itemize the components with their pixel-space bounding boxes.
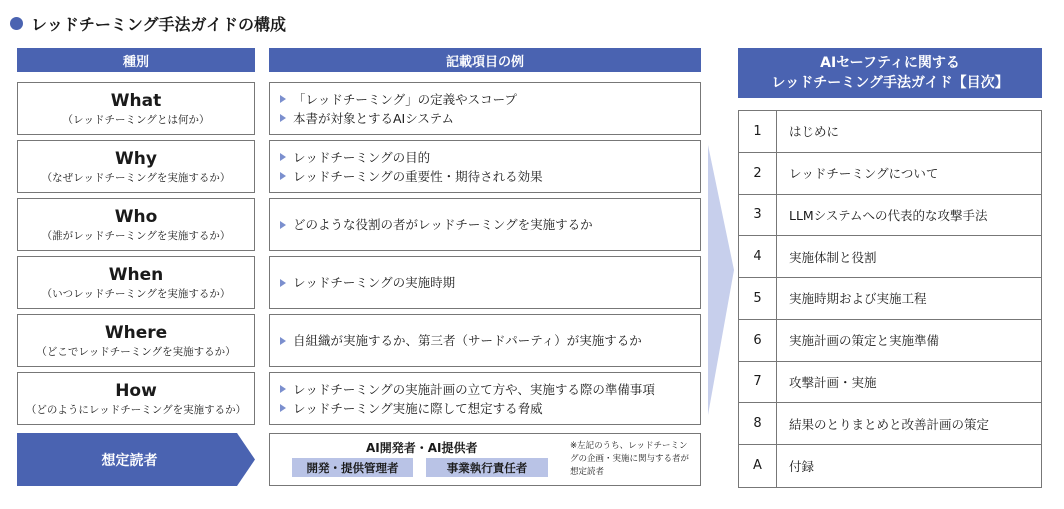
toc-item [739,153,1041,195]
toc-text: 攻撃計画・実施 [789,374,877,390]
toc-number: 8 [739,403,777,444]
title-text: レッドチーミング手法ガイドの構成 [31,15,287,34]
row-where [17,314,701,367]
type-en: Where [104,322,168,343]
toc-number: 7 [739,362,777,403]
triangle-bullet-icon [280,385,286,393]
audience-label: 想定読者 [101,452,158,469]
type-jp: （レッドチーミングとは何か） [62,113,210,126]
triangle-bullet-icon [280,337,286,345]
diagram-title [10,12,286,35]
list-item [280,148,700,167]
item-text: 自組織が実施するか、第三者（サードパーティ）が実施するか [293,333,642,348]
toc-header-line1: AIセーフティに関する [820,55,960,71]
toc-number: 1 [739,111,777,152]
toc-text: LLMシステムへの代表的な攻撃手法 [789,207,988,223]
items-cell [269,82,701,135]
list-item [280,109,700,128]
type-jp: （どのようにレッドチーミングを実施するか） [25,403,247,416]
type-cell [17,140,255,193]
bullet-dot-icon [10,17,23,30]
toc-text: はじめに [789,124,840,140]
toc-item [739,320,1041,362]
items-cell [269,140,701,193]
toc-header-line2: レッドチーミング手法ガイド【目次】 [771,75,1009,91]
item-text: レッドチーミングの目的 [293,149,431,165]
item-text: レッドチーミングの重要性・期待される効果 [293,168,543,184]
toc-number: 4 [739,236,777,277]
type-cell [17,198,255,251]
list-item [280,273,700,292]
list-item [280,215,700,234]
toc-item [739,278,1041,320]
item-text: レッドチーミング実施に際して想定する脅威 [293,400,543,416]
toc-text: 結果のとりまとめと改善計画の策定 [789,416,990,432]
toc-header [738,48,1042,98]
toc-text: 実施体制と役割 [789,249,877,265]
item-text: どのような役割の者がレッドチーミングを実施するか [293,217,593,232]
triangle-bullet-icon [280,279,286,287]
toc-item [739,362,1041,404]
toc-text: 実施時期および実施工程 [789,291,927,307]
audience-note: ※左記のうち、レッドチーミングの企画・実施に関与する者が想定読者 [570,441,690,477]
row-who [17,198,701,251]
type-jp: （いつレッドチーミングを実施するか） [41,287,231,300]
item-text: レッドチーミングの実施計画の立て方や、実施する際の準備事項 [293,381,655,397]
toc-number: 6 [739,320,777,361]
type-jp: （どこでレッドチーミングを実施するか） [36,345,236,358]
toc-number: 5 [739,278,777,319]
items-cell [269,314,701,367]
row-how [17,372,701,425]
type-cell [17,314,255,367]
toc-number: A [739,445,777,487]
toc-item [739,195,1041,237]
list-item [280,167,700,186]
list-item [280,399,700,418]
type-jp: （なぜレッドチーミングを実施するか） [41,171,231,184]
item-text: 「レッドチーミング」の定義やスコープ [293,91,518,107]
toc-item [739,445,1041,487]
category-rows [17,82,701,430]
triangle-bullet-icon [280,95,286,103]
flow-arrow-shape [708,145,734,415]
list-item [280,90,700,109]
toc-item [739,403,1041,445]
toc-text: レッドチーミングについて [789,166,939,182]
type-en: Who [114,206,158,227]
audience-tag-dev-manager: 開発・提供管理者 [292,458,413,477]
item-text: レッドチーミングの実施時期 [293,275,456,290]
row-what [17,82,701,135]
triangle-bullet-icon [280,153,286,161]
toc-item [739,111,1041,153]
toc-list [738,110,1042,488]
type-jp: （誰がレッドチーミングを実施するか） [41,229,231,242]
toc-text: 付録 [789,458,815,474]
toc-number: 3 [739,195,777,236]
type-cell [17,256,255,309]
triangle-bullet-icon [280,221,286,229]
audience-box [269,433,701,486]
type-en: When [108,264,164,285]
type-en: What [110,90,162,111]
triangle-bullet-icon [280,404,286,412]
toc-item [739,236,1041,278]
triangle-bullet-icon [280,114,286,122]
toc-text: 実施計画の策定と実施準備 [789,333,940,349]
list-item [280,380,700,399]
type-en: Why [115,148,157,169]
audience-main: AI開発者・AI提供者 [366,441,478,455]
row-when [17,256,701,309]
row-why [17,140,701,193]
type-cell [17,82,255,135]
type-column-header: 種別 [17,48,255,72]
toc-number: 2 [739,153,777,194]
items-cell [269,372,701,425]
audience-tag-exec-owner: 事業執行責任者 [426,458,548,477]
list-item [280,331,700,350]
items-column-header: 記載項目の例 [269,48,701,72]
item-text: 本書が対象とするAIシステム [293,110,454,126]
items-cell [269,256,701,309]
items-cell [269,198,701,251]
triangle-bullet-icon [280,172,286,180]
type-cell [17,372,255,425]
type-en: How [115,380,157,401]
